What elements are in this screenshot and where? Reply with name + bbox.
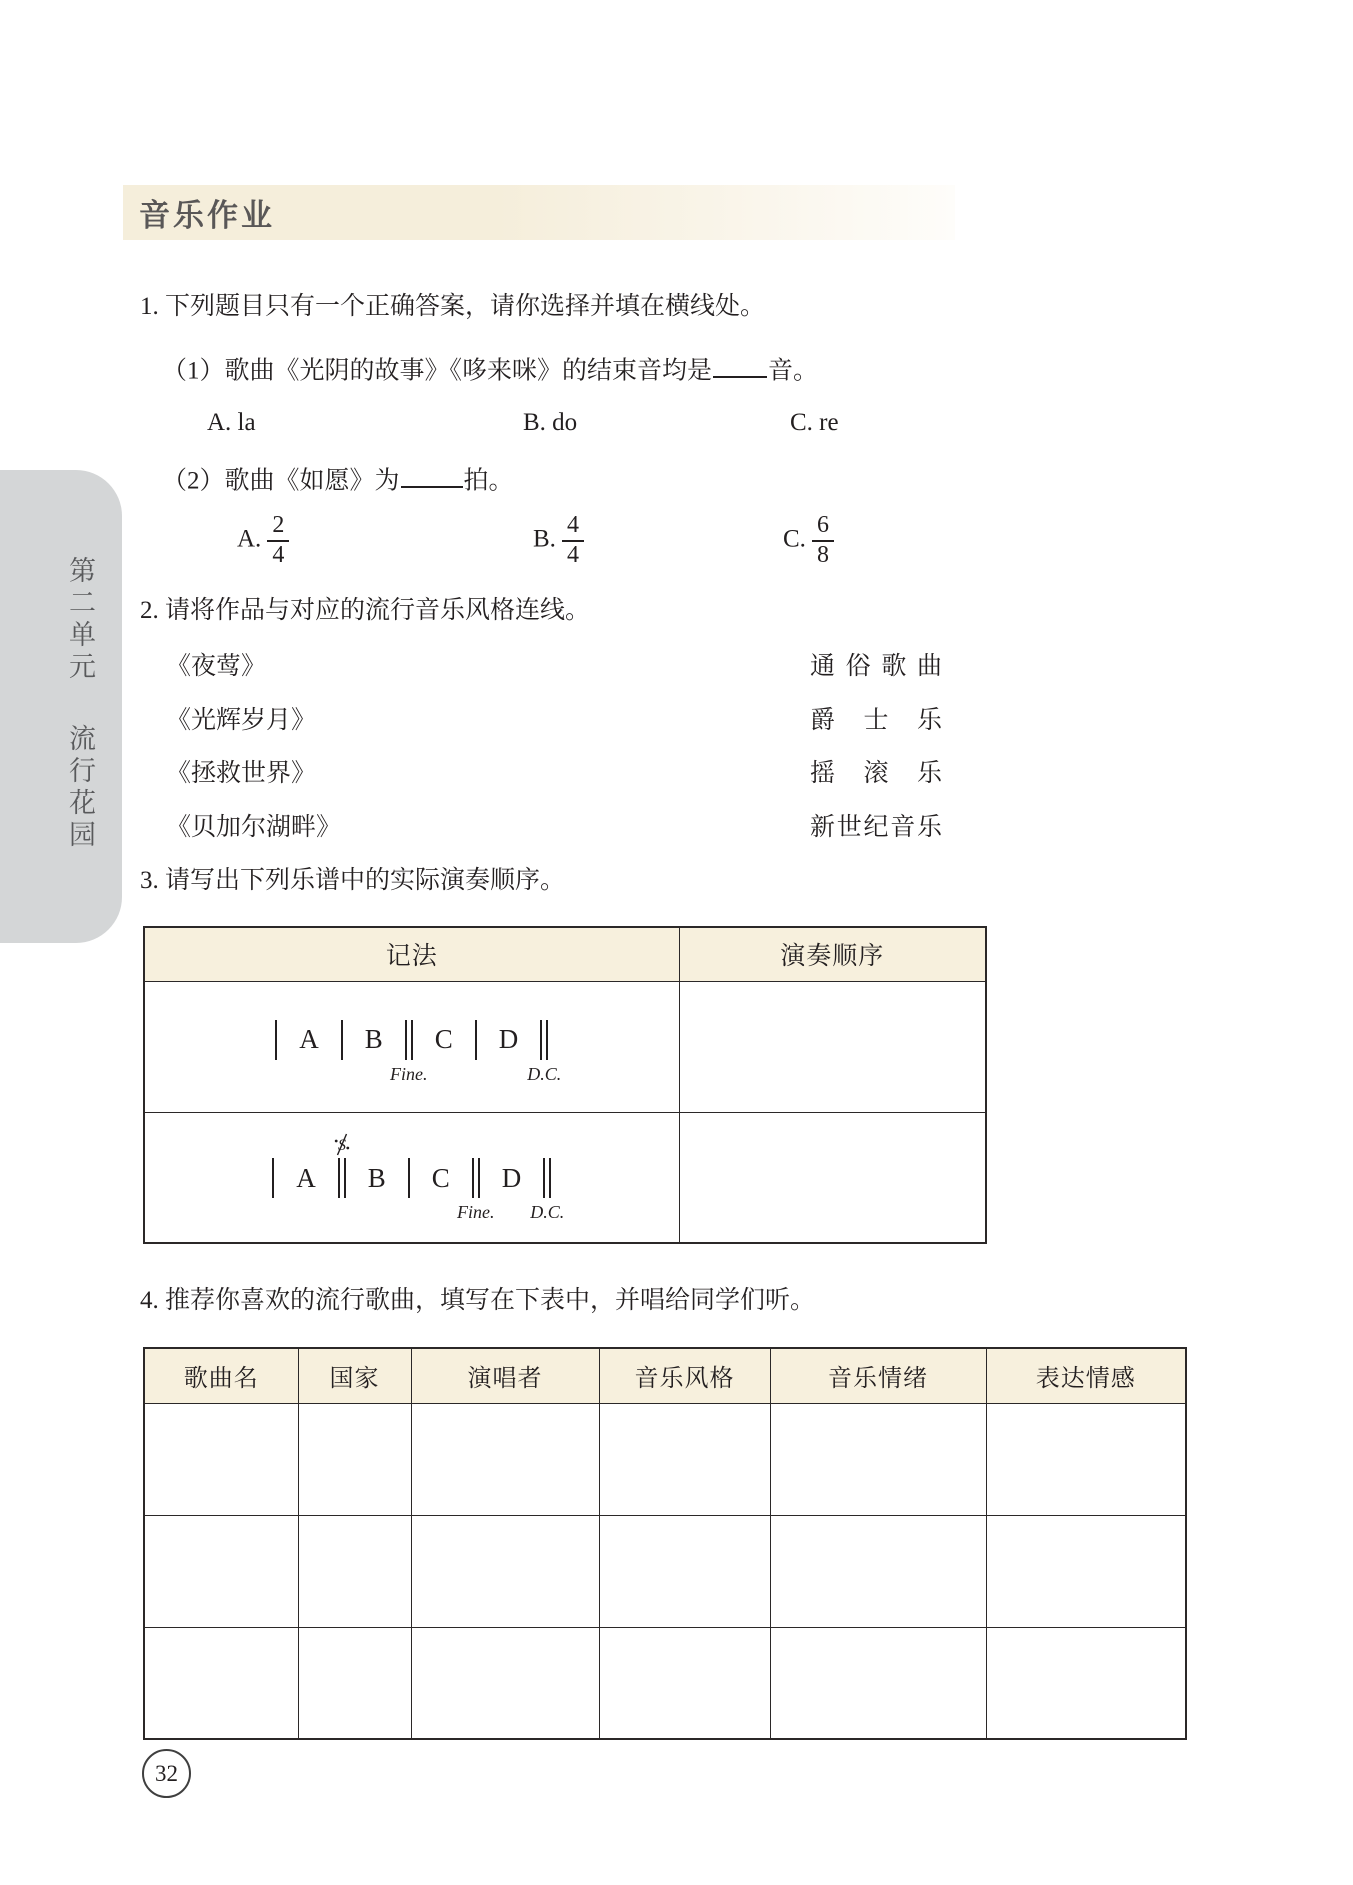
question-1-part2-before: （2）歌曲《如愿》为 xyxy=(162,467,400,495)
empty-fill-in-cell[interactable] xyxy=(411,1515,599,1627)
match-right-item: 通俗歌曲 xyxy=(810,653,942,680)
question-1-part1-before: （1）歌曲《光阴的故事》《哆来咪》的结束音均是 xyxy=(162,357,713,385)
empty-fill-in-cell[interactable] xyxy=(599,1515,770,1627)
column-header-country: 国家 xyxy=(298,1348,411,1403)
empty-fill-in-cell[interactable] xyxy=(599,1627,770,1739)
table-row xyxy=(144,1515,1186,1627)
song-recommendation-table xyxy=(143,1347,1187,1740)
match-left-item: 《夜莺》 xyxy=(166,653,267,680)
measure-letter: D xyxy=(501,1162,522,1193)
answer-blank[interactable] xyxy=(401,462,463,488)
empty-fill-in-cell[interactable] xyxy=(298,1515,411,1627)
question-1-part2-options xyxy=(0,512,1353,576)
option-label: C. xyxy=(783,525,806,553)
empty-fill-in-cell[interactable] xyxy=(770,1403,986,1515)
empty-fill-in-cell[interactable] xyxy=(298,1627,411,1739)
table-row xyxy=(144,981,986,1112)
question-1-part1 xyxy=(162,352,818,388)
empty-fill-in-cell[interactable] xyxy=(770,1515,986,1627)
music-notation-line xyxy=(145,1137,679,1223)
question-1-text: 1. 下列题目只有一个正确答案，请你选择并填在横线处。 xyxy=(140,293,766,320)
match-left-item: 《拯救世界》 xyxy=(166,760,317,787)
question-4-text: 4. 推荐你喜欢的流行歌曲，填写在下表中，并唱给同学们听。 xyxy=(140,1287,816,1314)
notation-cell xyxy=(144,1112,679,1243)
option-label: A. xyxy=(237,525,262,553)
empty-fill-in-cell[interactable] xyxy=(986,1627,1186,1739)
notation-table-header-order: 演奏顺序 xyxy=(679,927,986,981)
fraction-numerator: 2 xyxy=(267,512,289,542)
single-barline xyxy=(272,1158,274,1198)
unit-title-label: 流行花园 xyxy=(65,724,95,852)
empty-fill-in-cell[interactable] xyxy=(986,1515,1186,1627)
option-label: B. xyxy=(533,525,556,553)
single-barline xyxy=(475,1020,477,1060)
fraction-numerator: 4 xyxy=(562,512,584,542)
section-header-band xyxy=(123,185,955,240)
option-a xyxy=(237,512,289,569)
option-b xyxy=(533,512,584,569)
match-left-item: 《贝加尔湖畔》 xyxy=(166,814,342,841)
play-order-answer-cell[interactable] xyxy=(679,981,986,1112)
question-1-part2 xyxy=(162,462,514,498)
match-right-item: 新世纪音乐 xyxy=(810,814,942,841)
notation-cell xyxy=(144,981,679,1112)
measure-letter: C xyxy=(434,1024,453,1054)
option-c xyxy=(783,512,834,569)
single-barline xyxy=(408,1158,410,1198)
single-barline xyxy=(341,1020,343,1060)
fraction-numerator: 6 xyxy=(812,512,834,542)
empty-fill-in-cell[interactable] xyxy=(144,1515,298,1627)
table-row xyxy=(144,1403,1186,1515)
question-1-part1-options xyxy=(0,409,1353,445)
double-barline xyxy=(337,1137,346,1198)
empty-fill-in-cell[interactable] xyxy=(411,1403,599,1515)
question-1-part2-after: 拍。 xyxy=(463,467,514,495)
section-title: 音乐作业 xyxy=(139,198,275,233)
answer-blank[interactable] xyxy=(713,352,767,378)
empty-fill-in-cell[interactable] xyxy=(599,1403,770,1515)
table-header-row xyxy=(144,1348,1186,1403)
column-header-music-mood: 音乐情绪 xyxy=(770,1348,986,1403)
table-row xyxy=(144,1112,986,1243)
notation-label: Fine. xyxy=(390,1063,428,1084)
double-barline xyxy=(390,1020,428,1084)
question-3-text: 3. 请写出下列乐谱中的实际演奏顺序。 xyxy=(140,867,566,894)
page-number-badge xyxy=(142,1749,191,1798)
fraction-denominator: 4 xyxy=(272,541,285,568)
measure-letter: B xyxy=(367,1162,386,1193)
notation-label: D.C. xyxy=(527,1063,562,1084)
measure-letter: C xyxy=(431,1162,450,1193)
music-notation-line xyxy=(145,1020,679,1084)
column-header-emotion: 表达情感 xyxy=(986,1348,1186,1403)
column-header-music-style: 音乐风格 xyxy=(599,1348,770,1403)
empty-fill-in-cell[interactable] xyxy=(298,1403,411,1515)
page-number: 32 xyxy=(155,1760,178,1786)
double-barline xyxy=(530,1158,565,1223)
time-signature-fraction xyxy=(812,512,834,569)
match-right-item: 摇滚乐 xyxy=(810,760,942,787)
empty-fill-in-cell[interactable] xyxy=(411,1627,599,1739)
option-b: B. do xyxy=(523,409,578,436)
table-row xyxy=(144,1627,1186,1739)
double-barline xyxy=(527,1020,562,1084)
empty-fill-in-cell[interactable] xyxy=(986,1403,1186,1515)
measure-letter: B xyxy=(364,1024,383,1054)
notation-label: D.C. xyxy=(530,1202,565,1223)
svg-text:S: S xyxy=(337,1137,346,1155)
match-left-item: 《光辉岁月》 xyxy=(166,707,317,734)
question-1-part1-after: 音。 xyxy=(768,357,819,385)
empty-fill-in-cell[interactable] xyxy=(144,1403,298,1515)
time-signature-fraction xyxy=(267,512,289,569)
single-barline xyxy=(275,1020,277,1060)
option-a: A. la xyxy=(207,409,256,436)
segno-icon xyxy=(334,1133,350,1156)
empty-fill-in-cell[interactable] xyxy=(144,1627,298,1739)
notation-label: Fine. xyxy=(457,1202,495,1223)
empty-fill-in-cell[interactable] xyxy=(770,1627,986,1739)
option-c: C. re xyxy=(790,409,839,436)
question-2-text: 2. 请将作品与对应的流行音乐风格连线。 xyxy=(140,597,591,624)
fraction-denominator: 8 xyxy=(816,541,829,568)
column-header-singer: 演唱者 xyxy=(411,1348,599,1403)
play-order-answer-cell[interactable] xyxy=(679,1112,986,1243)
fraction-denominator: 4 xyxy=(566,541,579,568)
unit-number-label: 第二单元 xyxy=(65,556,95,684)
measure-letter: D xyxy=(498,1024,519,1054)
measure-letter: A xyxy=(296,1162,316,1193)
column-header-song-name: 歌曲名 xyxy=(144,1348,298,1403)
time-signature-fraction xyxy=(562,512,584,569)
double-barline xyxy=(457,1158,495,1223)
measure-letter: A xyxy=(299,1024,319,1054)
match-right-item: 爵士乐 xyxy=(810,707,942,734)
notation-table-header-notation: 记法 xyxy=(144,927,679,981)
notation-table xyxy=(143,926,987,1244)
